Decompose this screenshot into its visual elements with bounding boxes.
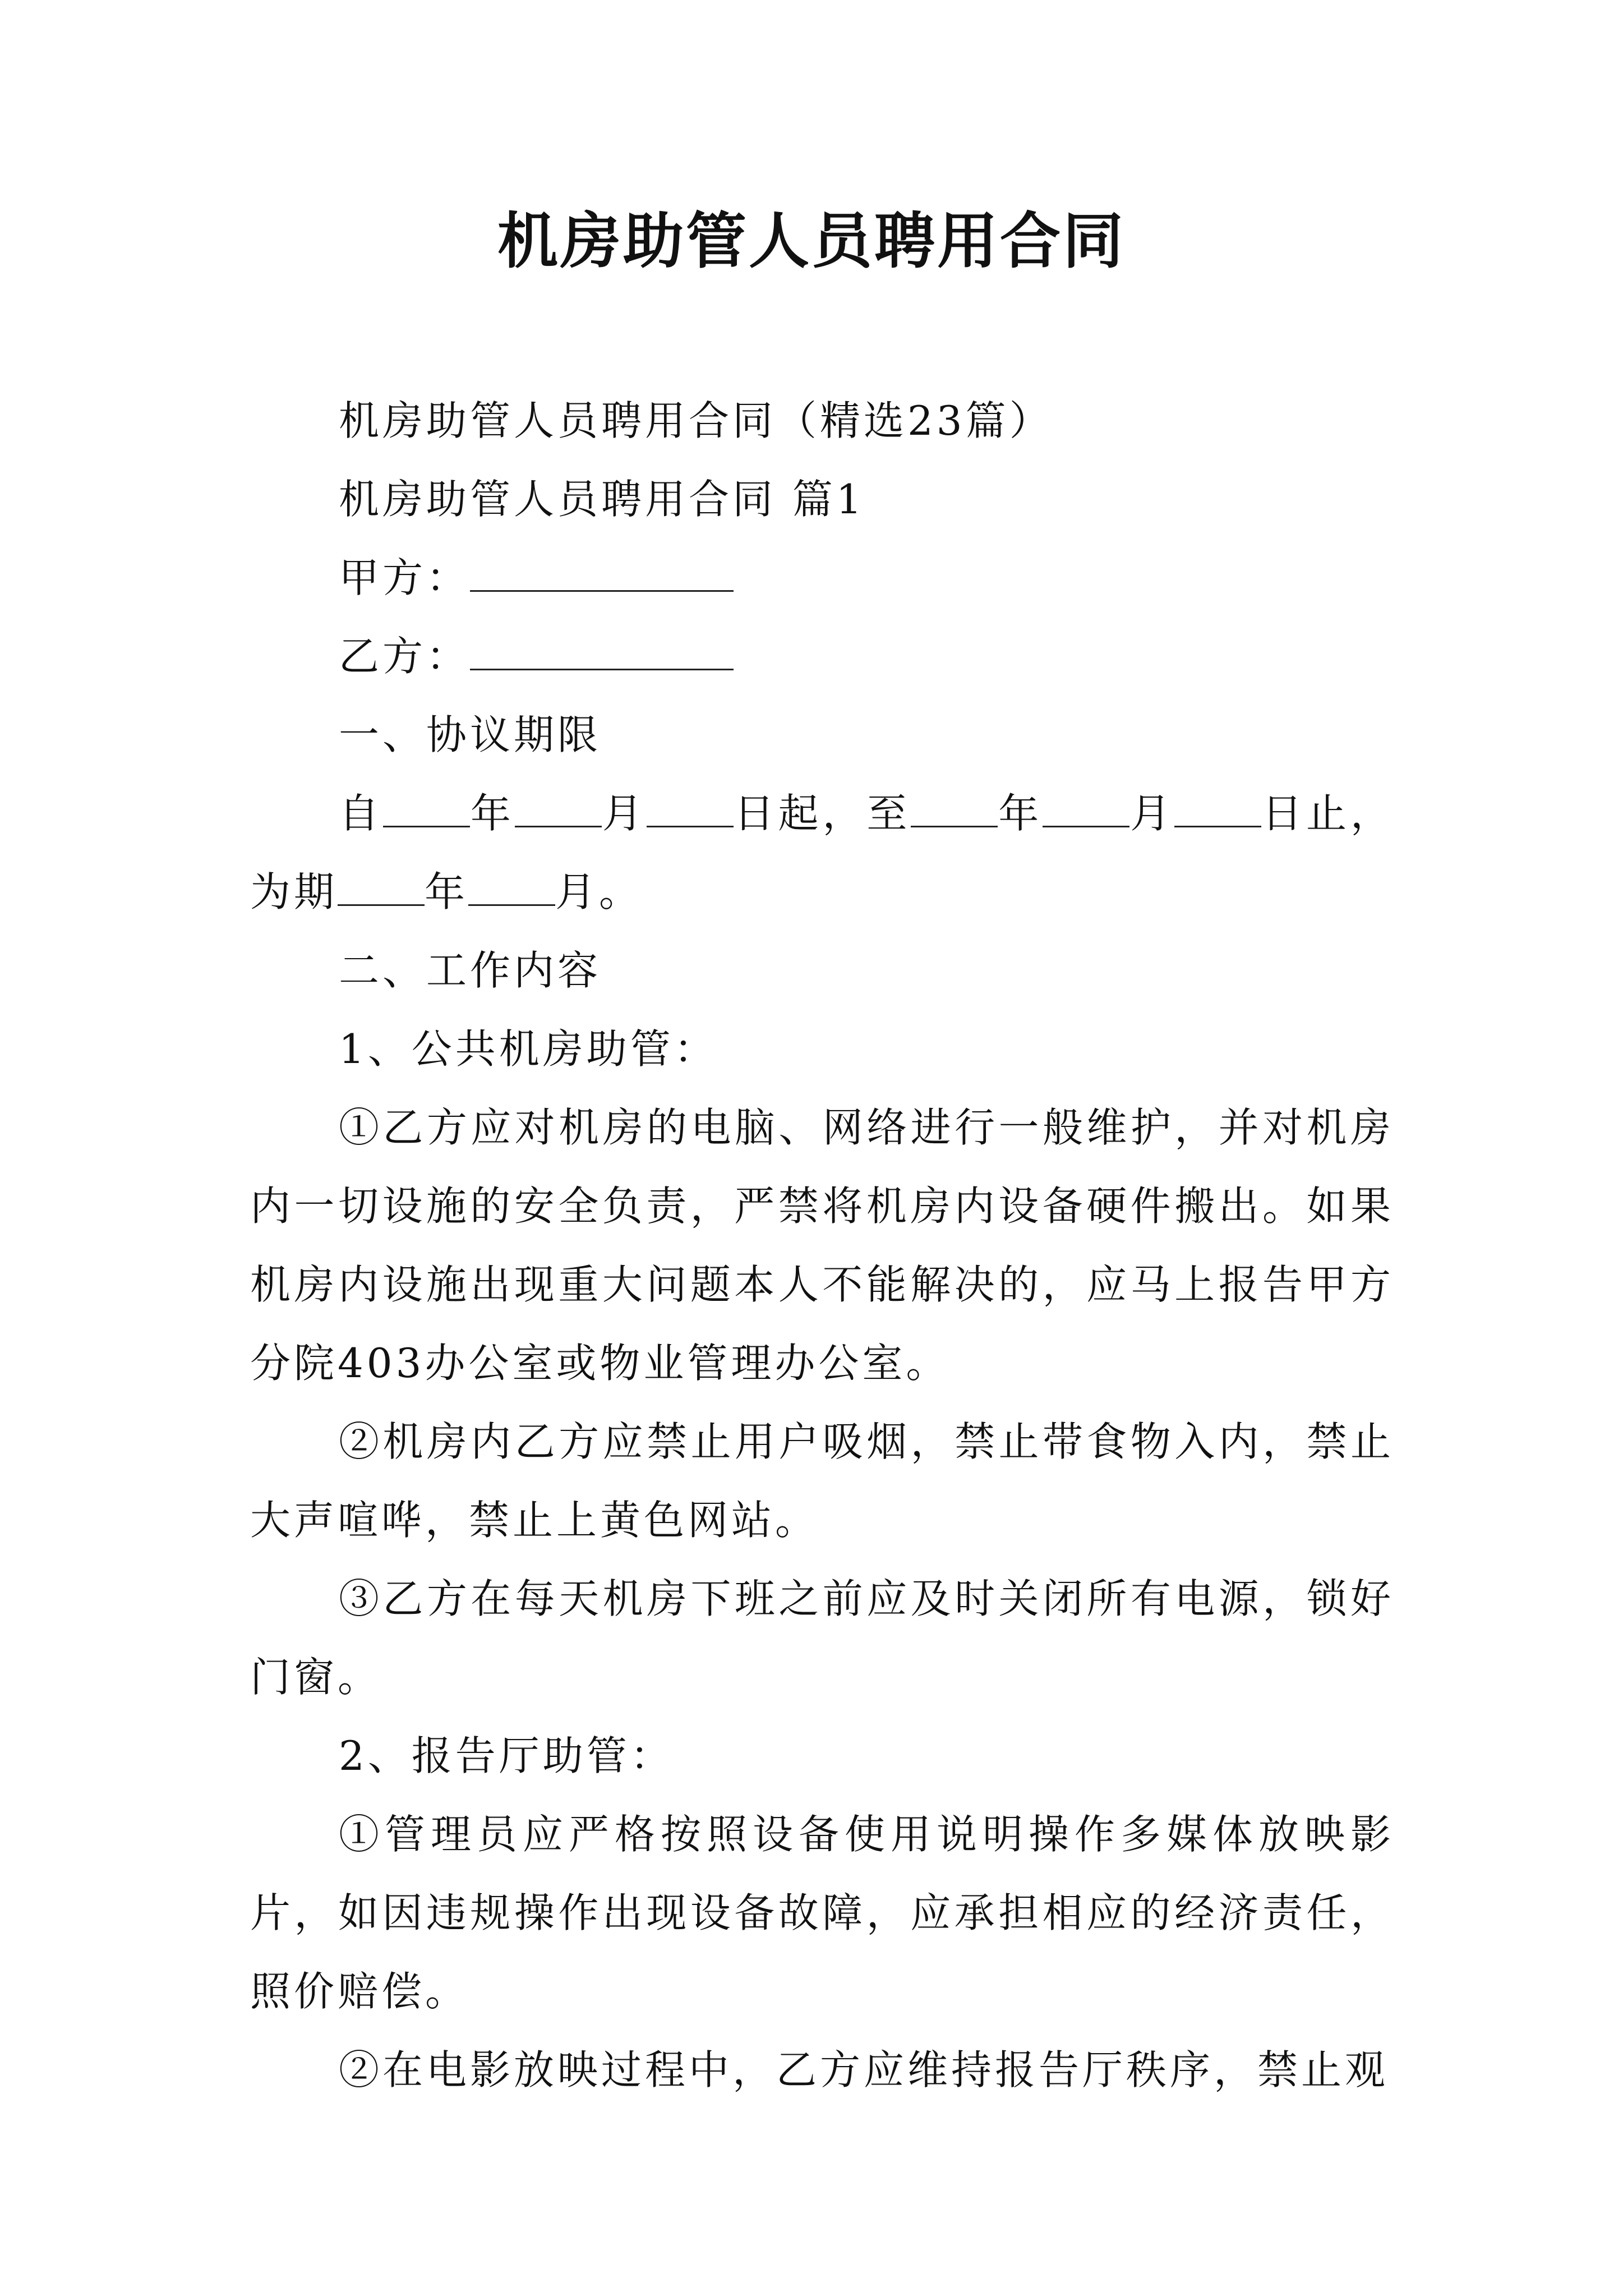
item-heading: 1、公共机房助管：	[339, 1025, 718, 1073]
item-paragraph: ①乙方应对机房的电脑、网络进行一般维护，并对机房内一切设施的安全负责，严禁将机房内设备硬件搬出。如果机房内设施出现重大问题本人不能解决的，应马上报告甲方分院403办公室或物业管理办公室。	[250, 1104, 1394, 1387]
blank	[515, 792, 602, 827]
term-text: 年	[998, 790, 1043, 837]
document-body	[250, 381, 1394, 2109]
term-text: 年	[425, 868, 469, 915]
blank	[1174, 792, 1261, 827]
item-paragraph: ②在电影放映过程中，乙方应维持报告厅秩序，禁止观	[339, 2046, 1389, 2093]
blank	[338, 871, 425, 906]
item-paragraph: ②机房内乙方应禁止用户吸烟，禁止带食物入内，禁止大声喧哗，禁止上黄色网站。	[250, 1418, 1394, 1544]
party-a-label: 甲方：	[339, 554, 471, 601]
subtitle: 机房助管人员聘用合同（精选23篇）	[339, 397, 1053, 444]
section-heading-term: 一、协议期限	[339, 711, 602, 758]
term-text: 月。	[555, 868, 643, 915]
item-paragraph: ①管理员应严格按照设备使用说明操作多媒体放映影片，如因违规操作出现设备故障，应承担相应的经济责任，照价赔偿。	[250, 1811, 1394, 2015]
blank	[383, 792, 470, 827]
term-text: 月	[601, 790, 647, 837]
term-text: 月	[1129, 790, 1175, 837]
blank	[911, 792, 998, 827]
term-text: 年	[469, 790, 515, 837]
item-paragraph: ③乙方在每天机房下班之前应及时关闭所有电源，锁好门窗。	[250, 1575, 1394, 1701]
blank	[1043, 792, 1129, 827]
party-b-blank	[470, 635, 734, 670]
section-heading-content: 二、工作内容	[339, 947, 602, 994]
party-b-label: 乙方：	[339, 633, 471, 680]
blank	[647, 792, 734, 827]
document-title: 机房助管人员聘用合同	[497, 206, 1126, 277]
party-a-line	[250, 539, 1394, 617]
term-text: 日止，为期	[250, 790, 1394, 915]
term-text: 自	[339, 790, 383, 837]
part-heading: 机房助管人员聘用合同 篇1	[339, 476, 865, 523]
item-heading: 2、报告厅助管：	[339, 1732, 674, 1779]
term-text: 日起，至	[733, 790, 911, 837]
party-a-blank	[470, 556, 734, 592]
party-b-line	[250, 617, 1394, 696]
term-paragraph	[250, 774, 1394, 931]
blank	[468, 871, 555, 906]
